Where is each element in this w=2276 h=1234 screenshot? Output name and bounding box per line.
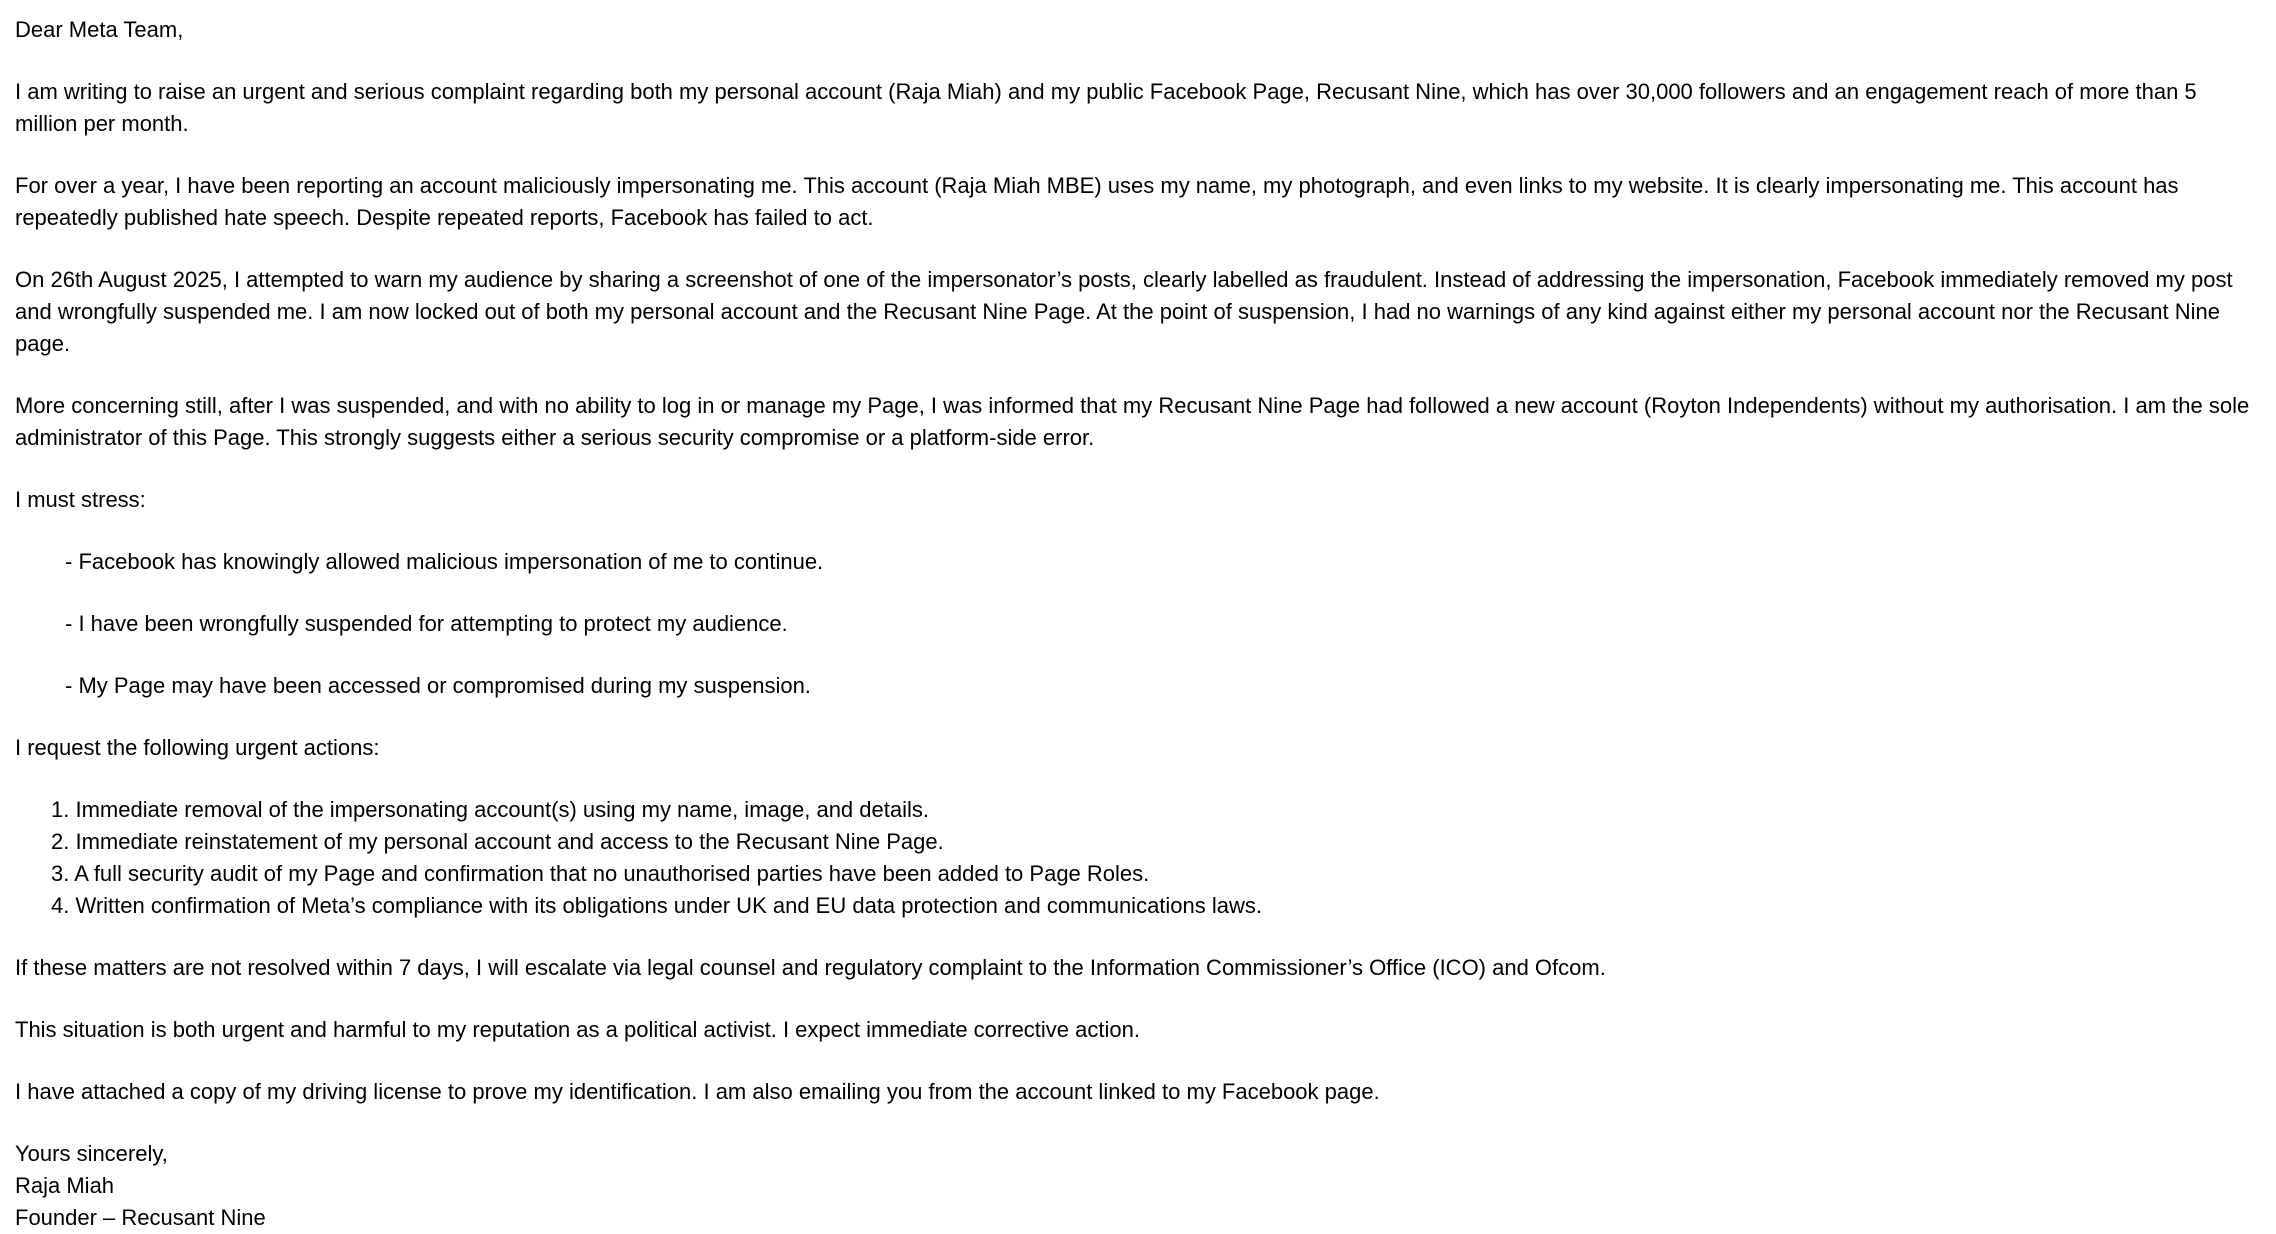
stress-item-impersonation: - Facebook has knowingly allowed malicious impersonation of me to continue. xyxy=(65,549,824,574)
signoff-closing: Yours sincerely, xyxy=(15,1141,168,1166)
requested-actions-list xyxy=(15,794,2252,922)
action-item-reinstatement: 2. Immediate reinstatement of my personal account and access to the Recusant Nine Page. xyxy=(51,829,944,854)
signoff-title: Founder – Recusant Nine xyxy=(15,1205,266,1230)
stress-item-page-compromised: - My Page may have been accessed or compromised during my suspension. xyxy=(65,673,811,698)
stress-intro: I must stress: xyxy=(15,487,146,512)
action-item-written-confirmation: 4. Written confirmation of Meta’s compliance with its obligations under UK and EU data protection and communications laws. xyxy=(51,893,1263,918)
signoff-name: Raja Miah xyxy=(15,1173,115,1198)
actions-intro: I request the following urgent actions: xyxy=(15,735,380,760)
paragraph-suspension-event: On 26th August 2025, I attempted to warn my audience by sharing a screenshot of one of the impersonator’s posts, clearly labelled as fraudulent. Instead of addressing the impersonation, Facebook immediately removed my post and wrongfully suspended me. I am now locked out of both my personal account and the Recusant Nine Page. At the point of suspension, I had no warnings of any kind against either my personal account nor the Recusant Nine page. xyxy=(15,267,2233,356)
signoff-block xyxy=(15,1138,2252,1234)
action-item-security-audit: 3. A full security audit of my Page and confirmation that no unauthorised parties have been added to Page Roles. xyxy=(51,861,1150,886)
paragraph-complaint-intro: I am writing to raise an urgent and serious complaint regarding both my personal account (Raja Miah) and my public Facebook Page, Recusant Nine, which has over 30,000 followers and an engagement reach of more than 5 million per month. xyxy=(15,79,2197,136)
salutation: Dear Meta Team, xyxy=(15,17,184,42)
paragraph-escalation-warning: If these matters are not resolved within 7 days, I will escalate via legal counsel and regulatory complaint to the Information Commissioner’s Office (ICO) and Ofcom. xyxy=(15,955,1606,980)
paragraph-security-concern: More concerning still, after I was suspended, and with no ability to log in or manage my Page, I was informed that my Recusant Nine Page had followed a new account (Royton Independents) without my authorisation. I am the sole administrator of this Page. This strongly suggests either a serious security compromise or a platform-side error. xyxy=(15,393,2250,450)
paragraph-urgency: This situation is both urgent and harmful to my reputation as a political activist. I expect immediate corrective action. xyxy=(15,1017,1140,1042)
paragraph-impersonation-report: For over a year, I have been reporting an account maliciously impersonating me. This account (Raja Miah MBE) uses my name, my photograph, and even links to my website. It is clearly impersonating me. This account has repeatedly published hate speech. Despite repeated reports, Facebook has failed to act. xyxy=(15,173,2179,230)
stress-item-wrongful-suspension: - I have been wrongfully suspended for attempting to protect my audience. xyxy=(65,611,788,636)
action-item-removal: 1. Immediate removal of the impersonating account(s) using my name, image, and details. xyxy=(51,797,929,822)
paragraph-attachment-note: I have attached a copy of my driving license to prove my identification. I am also emailing you from the account linked to my Facebook page. xyxy=(15,1079,1380,1104)
